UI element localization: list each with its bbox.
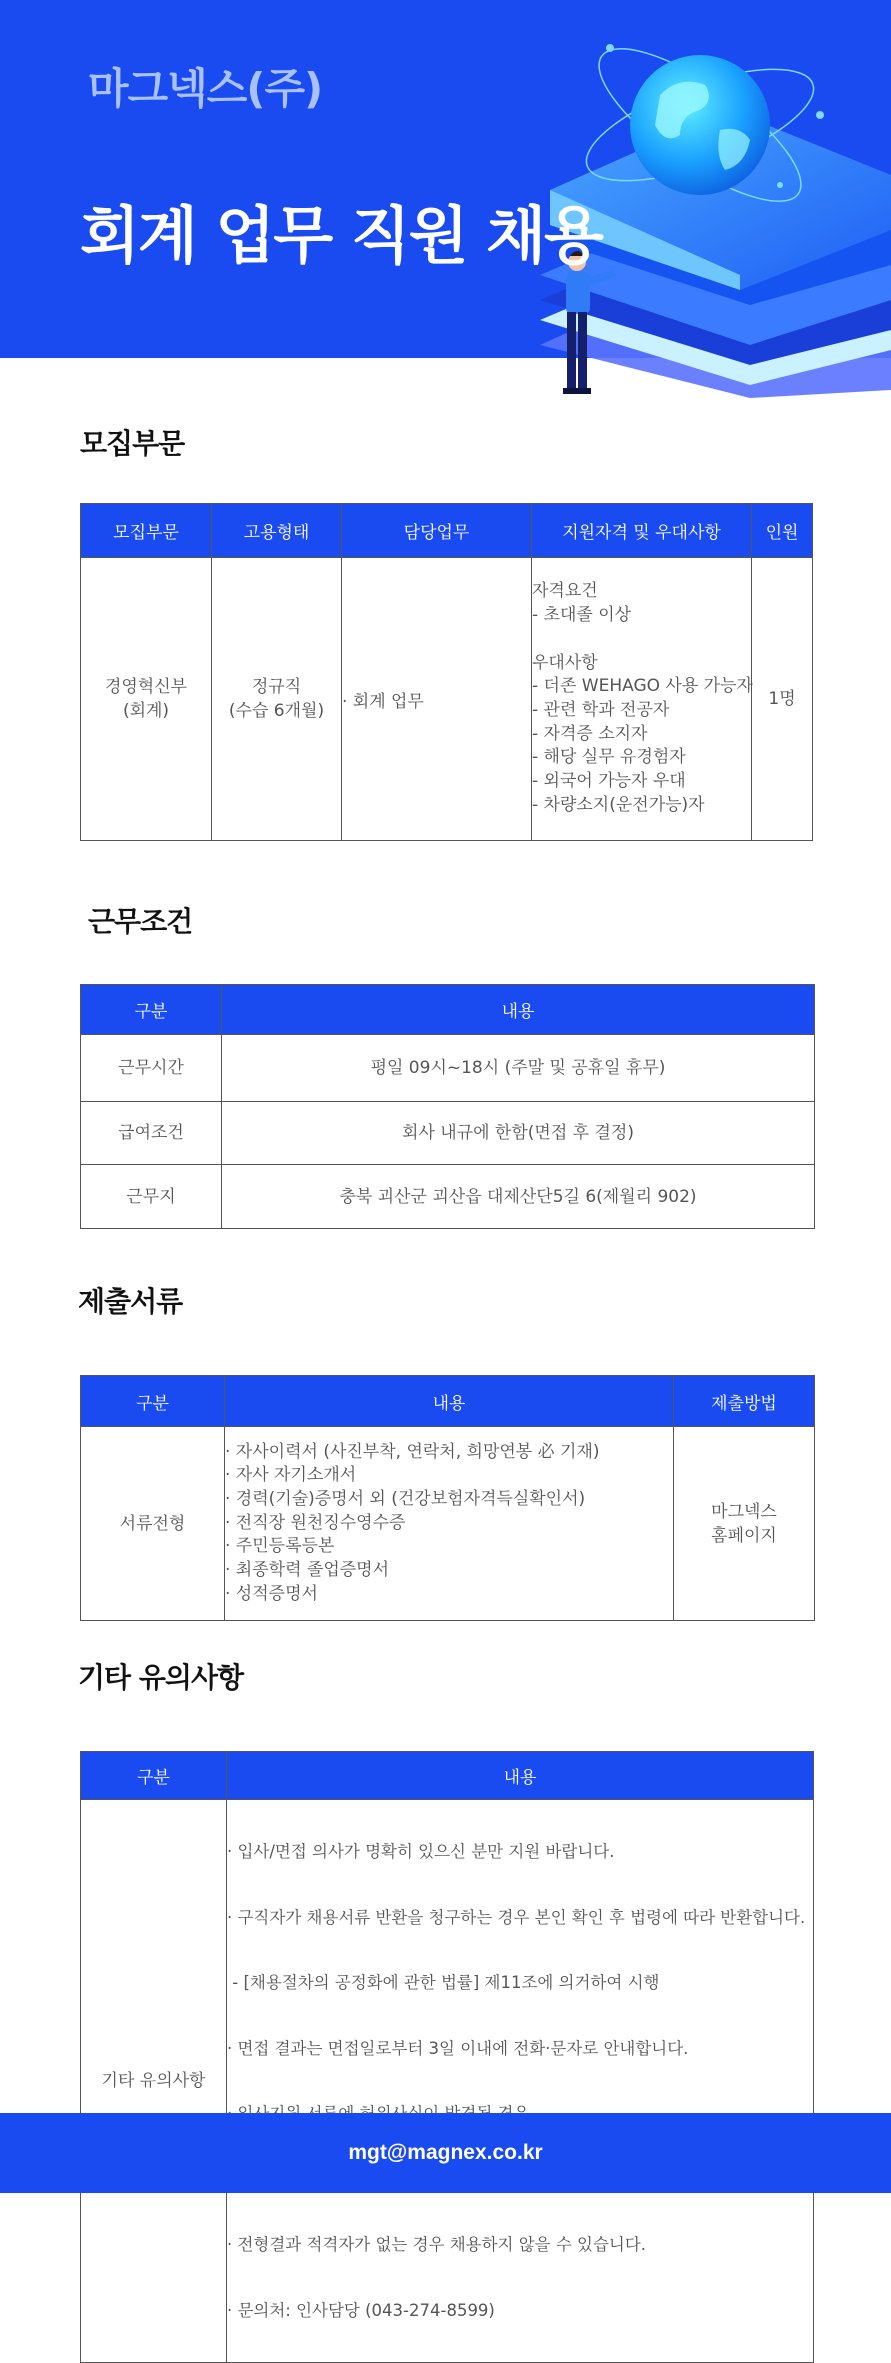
- table-header-row: [81, 1752, 814, 1800]
- list-item: · 성적증명서: [225, 1583, 318, 1604]
- list-item: · 전형결과 적격자가 없는 경우 채용하지 않을 수 있습니다.: [227, 2235, 647, 2254]
- table-row: [81, 1427, 815, 1621]
- section-title-recruitment: 모집부문: [80, 427, 185, 460]
- table-row: [81, 1800, 814, 2363]
- column-header: 제출방법: [674, 1376, 815, 1427]
- list-item: · 면접 결과는 면접일로부터 3일 이내에 전화·문자로 안내합니다.: [227, 2038, 689, 2058]
- column-header: 내용: [222, 985, 815, 1035]
- table-row: [81, 1165, 815, 1229]
- employment-type-cell: 정규직 (수습 6개월): [212, 558, 342, 841]
- list-item: - [채용절차의 공정화에 관한 법률] 제11조에 의거하여 시행: [227, 1973, 660, 1992]
- list-item: · 자사 자기소개서: [225, 1465, 357, 1486]
- list-item: · 자사이력서 (사진부착, 연락처, 희망연봉 必 기재): [225, 1441, 600, 1462]
- list-item: · 최종학력 졸업증명서: [225, 1560, 390, 1581]
- notes-table: [80, 1751, 814, 2363]
- table-row: [81, 1035, 815, 1102]
- column-header: 지원자격 및 우대사항: [532, 504, 752, 558]
- table-header-row: [81, 504, 813, 558]
- section-title-documents: 제출서류: [78, 1285, 183, 1318]
- table-header-row: [81, 1376, 815, 1427]
- submission-method-cell: 마그넥스 홈페이지: [674, 1427, 815, 1621]
- notes-label: 기타 유의사항: [81, 1800, 227, 2363]
- hero-banner: [0, 0, 891, 358]
- duty-cell: · 회계 업무: [342, 558, 532, 841]
- documents-table: [80, 1375, 815, 1621]
- section-title-notes: 기타 유의사항: [78, 1661, 244, 1694]
- column-header: 구분: [81, 1752, 227, 1800]
- column-header: 고용형태: [212, 504, 342, 558]
- headcount-cell: 1명: [752, 558, 813, 841]
- column-header: 담당업무: [342, 504, 532, 558]
- recruitment-table: [80, 503, 813, 841]
- column-header: 인원: [752, 504, 813, 558]
- conditions-table: [80, 984, 815, 1229]
- column-header: 구분: [81, 985, 222, 1035]
- documents-list: [225, 1427, 674, 1621]
- condition-value: 회사 내규에 한함(면접 후 결정): [222, 1102, 815, 1165]
- table-row: [81, 1102, 815, 1165]
- condition-label: 급여조건: [81, 1102, 222, 1165]
- column-header: 내용: [225, 1376, 674, 1427]
- column-header: 내용: [227, 1752, 814, 1800]
- section-title-conditions: 근무조건: [88, 905, 193, 938]
- condition-label: 근무시간: [81, 1035, 222, 1102]
- table-row: [81, 558, 813, 841]
- company-name: 마그넥스(주): [88, 64, 323, 113]
- column-header: 모집부문: [81, 504, 212, 558]
- column-header: 구분: [81, 1376, 225, 1427]
- list-item: · 경력(기술)증명서 외 (건강보험자격득실확인서): [225, 1488, 586, 1509]
- qualifications-cell: 자격요건 - 초대졸 이상 우대사항 - 더존 WEHAGO 사용 가능자 - 관련 학과 전공자 - 자격증 소지자 - 해당 실무 유경험자 - 외국어 가능자 우대 - 차량소지(운전가능)자: [532, 558, 752, 841]
- notes-list: [227, 1800, 814, 2363]
- list-item: · 구직자가 채용서류 반환을 청구하는 경우 본인 확인 후 법령에 따라 반환합니다.: [227, 1907, 806, 1927]
- condition-label: 근무지: [81, 1165, 222, 1229]
- condition-value: 충북 괴산군 괴산읍 대제산단5길 6(제월리 902): [222, 1165, 815, 1229]
- list-item: · 전직장 원천징수영수증: [225, 1512, 406, 1533]
- table-header-row: [81, 985, 815, 1035]
- list-item: · 입사/면접 의사가 명확히 있으신 분만 지원 바랍니다.: [227, 1842, 615, 1861]
- contact-email: mgt@magnex.co.kr: [348, 2141, 543, 2164]
- footer-bar: [0, 2113, 891, 2193]
- list-item: · 주민등록등본: [225, 1536, 335, 1557]
- list-item: · 문의처: 인사담당 (043-274-8599): [227, 2300, 495, 2320]
- condition-value: 평일 09시~18시 (주말 및 공휴일 휴무): [222, 1035, 815, 1102]
- page-headline: 회계 업무 직원 채용: [80, 199, 602, 272]
- documents-label: 서류전형: [81, 1427, 225, 1621]
- department-cell: 경영혁신부 (회계): [81, 558, 212, 841]
